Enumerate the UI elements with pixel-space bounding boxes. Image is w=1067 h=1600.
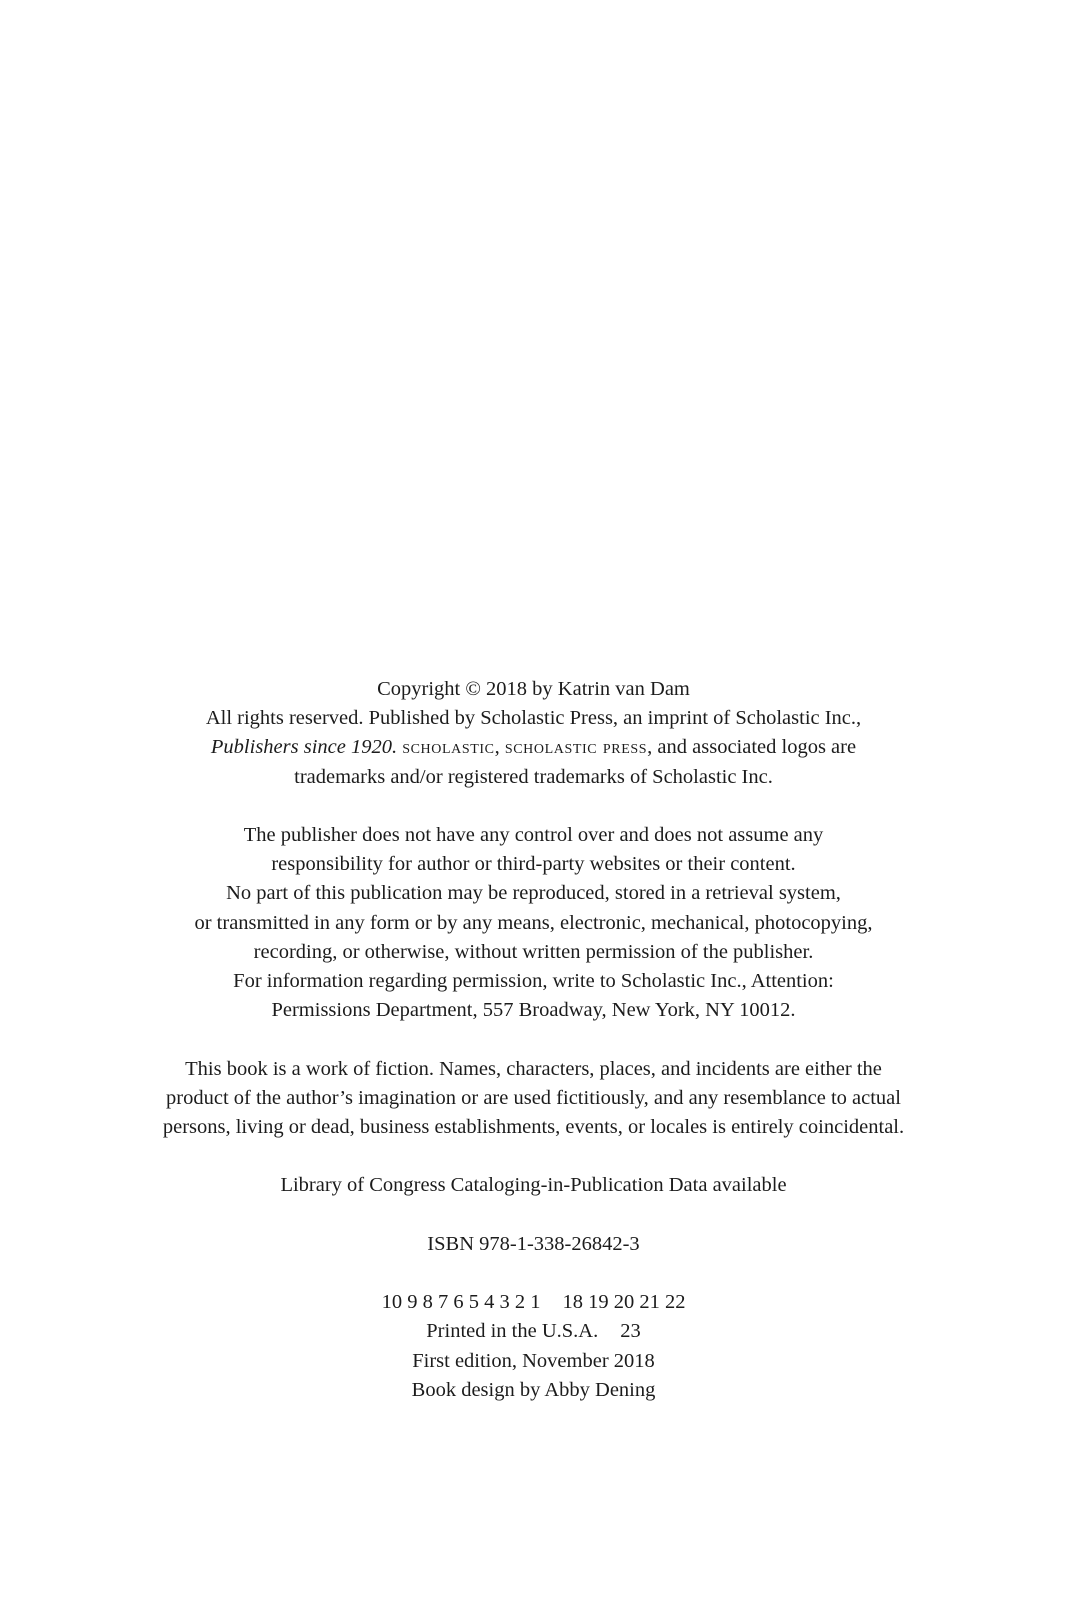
edition-line: First edition, November 2018 <box>412 1349 655 1372</box>
copyright-paragraph <box>0 675 1067 792</box>
cip-line: Library of Congress Cataloging-in-Publication Data available <box>280 1174 787 1197</box>
cip-paragraph <box>0 1171 1067 1200</box>
disclaimer-line: Permissions Department, 557 Broadway, New York, NY 10012. <box>271 999 796 1022</box>
printing-years: 18 19 20 21 22 <box>562 1291 686 1314</box>
disclaimer-line: responsibility for author or third-party websites or their content. <box>271 853 796 876</box>
disclaimer-line: recording, or otherwise, without written permission of the publisher. <box>253 940 814 963</box>
disclaimer-line: No part of this publication may be reproduced, stored in a retrieval system, <box>226 882 841 905</box>
printing-paragraph <box>0 1288 1067 1405</box>
trademark-scholastic: scholastic <box>402 736 495 759</box>
fiction-line: persons, living or dead, business establishments, events, or locales is entirely coincidental. <box>162 1116 905 1139</box>
disclaimer-line: or transmitted in any form or by any means, electronic, mechanical, photocopying, <box>194 911 873 934</box>
disclaimer-line: For information regarding permission, write to Scholastic Inc., Attention: <box>233 970 834 993</box>
rights-line: All rights reserved. Published by Scholastic Press, an imprint of Scholastic Inc., <box>205 707 862 730</box>
isbn-paragraph <box>0 1230 1067 1259</box>
printing-line <box>0 1288 1067 1317</box>
fiction-line: product of the author’s imagination or are used fictitiously, and any resemblance to actual <box>166 1086 901 1109</box>
printing-numbers: 10 9 8 7 6 5 4 3 2 1 <box>381 1291 541 1314</box>
trademark-rest: , and associated logos are <box>647 736 857 759</box>
trademark-comma: , <box>494 736 505 759</box>
printed-in-text: Printed in the U.S.A. <box>426 1320 599 1343</box>
disclaimer-line: The publisher does not have any control over and does not assume any <box>243 824 824 846</box>
design-line: Book design by Abby Dening <box>411 1378 656 1401</box>
trademark-line <box>0 733 1067 762</box>
copyright-line: Copyright © 2018 by Katrin van Dam <box>377 678 690 700</box>
fiction-line: This book is a work of fiction. Names, characters, places, and incidents are either the <box>185 1057 882 1080</box>
fiction-disclaimer-paragraph <box>0 1055 1067 1143</box>
printed-in-line <box>0 1317 1067 1346</box>
publishers-since-text: Publishers since 1920. <box>210 736 398 759</box>
trademark-scholastic-press: scholastic press <box>504 736 648 759</box>
disclaimer-paragraph <box>0 821 1067 1025</box>
trademark-line-2: trademarks and/or registered trademarks of Scholastic Inc. <box>294 765 773 788</box>
copyright-block <box>0 675 1067 1405</box>
isbn-line: ISBN 978-1-338-26842-3 <box>427 1232 640 1255</box>
printed-code: 23 <box>620 1320 641 1343</box>
